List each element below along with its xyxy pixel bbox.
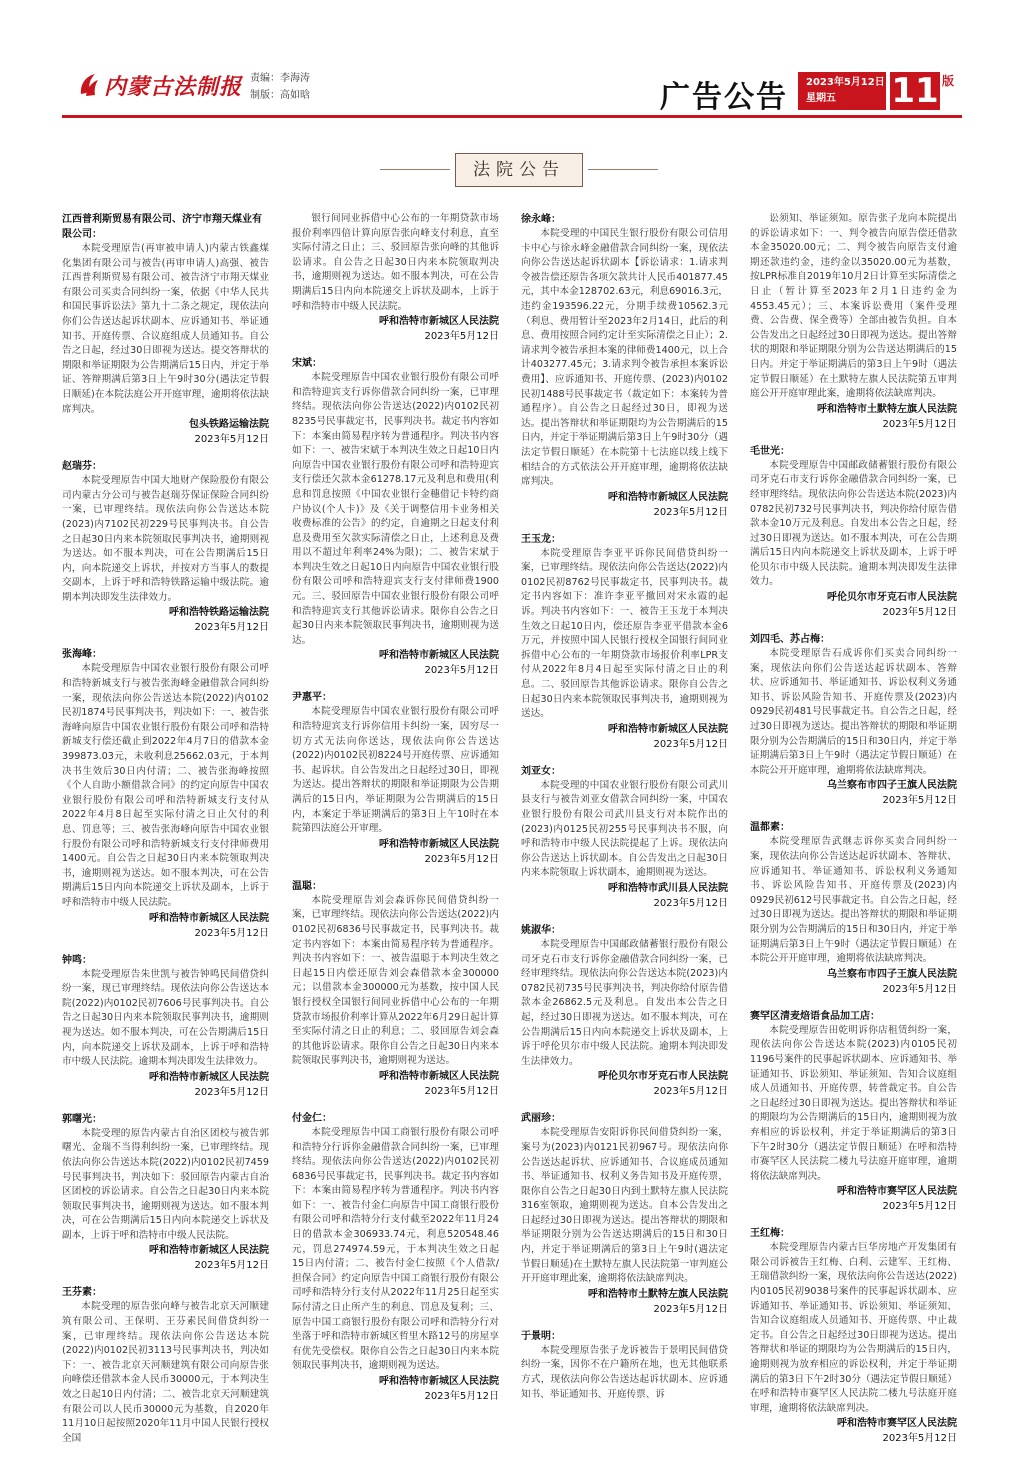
issue-date: 2023年5月12日 (806, 77, 885, 88)
notice-party: 刘四毛、苏占梅： (750, 634, 830, 646)
notice-court: 呼伦贝尔市牙克石市人民法院 (827, 592, 957, 604)
court-notice (62, 1112, 269, 1274)
notice-party: 温都素： (750, 822, 790, 834)
notice-date: 2023年5月12日 (194, 1260, 269, 1272)
court-notice (750, 632, 957, 808)
court-notice-header: 法院公告 (455, 153, 583, 187)
notice-court: 呼和浩特市新城区人民法院 (379, 316, 499, 328)
notice-party: 付金仁： (292, 1112, 332, 1124)
notice-court: 呼和浩特市土默特左旗人民法院 (817, 403, 957, 415)
notice-date: 2023年5月12日 (882, 1201, 957, 1213)
notice-court: 呼和浩特市新城区人民法院 (379, 650, 499, 662)
issue-weekday: 星期五 (806, 93, 836, 104)
notice-date: 2023年5月12日 (424, 1085, 499, 1097)
notice-body: 本院受理原告田乾明诉你店租赁纠纷一案，现依法向你公告送达本院(2023)内0105民初1196号案件的民事起诉状副本、应诉通知书、举证通知书、诉讼须知、举证须知、告知合议庭组成人员通知书、开庭传票，转普裁定书。自公告之日起经过30日即视为送达。提出答辩状和举证的期限均为公告期满后的15日内，逾期则视为放弃相应的诉讼权利，并定于举证期满后的第3日下午2时30分（遇法定节假日顺延）在呼和浩特市赛罕区人民法院二楼九号法庭开庭审理，逾期将依法缺席判决。 (750, 1024, 957, 1182)
page-number: 11 (891, 71, 939, 111)
notice-body: 本院受理原告石成诉你们买卖合同纠纷一案，现依法向你们公告送达起诉状副本、答辩状、应诉通知书、举证通知书、诉讼权利义务通知书、诉讼风险告知书、开庭传票及(2023)内0929民初481号民事裁定书。自公告之日起，经过30日即视为送达。提出答辩状的期限和举证期限分别为公告期满后的15日和30日内，并定于举证期满后第3日上午9时（遇法定节假日顺延）在本院公开开庭审理，逾期将依法缺席判决。 (750, 648, 957, 776)
issue-date-box (798, 72, 886, 110)
notice-date: 2023年5月12日 (194, 622, 269, 634)
notice-column-3 (521, 212, 728, 1474)
notice-party: 江西普利斯贸易有限公司、济宁市翔天煤业有限公司： (62, 214, 262, 240)
newspaper-logo-icon (78, 72, 100, 98)
notice-body: 本院受理原告中国邮政储蓄银行股份有限公司牙克石市支行诉你金融借款合同纠纷一案，已经审理终结。现依法向你公告送达本院(2023)内0782民初732号民事判决书，判决你给付原告借款本金10万元及利息。自发出本公告之日起，经过30日即视为送达。如不服本判决，可在公告期满后15日内向本院递交上诉状及副本，上诉于呼伦贝尔市中级人民法院。逾期本判决即发生法律效力。 (750, 459, 957, 588)
notice-date: 2023年5月12日 (194, 927, 269, 939)
notice-body: 本院受理原告张子龙诉被告于景明民间借贷纠纷一案，因你不在户籍所在地，也无其他联系方式，现依法向你公告送达起诉状副本、应诉通知书、举证通知书、开庭传票、诉 (521, 1344, 728, 1400)
notice-party: 于景明： (521, 1330, 561, 1342)
notice-date: 2023年5月12日 (653, 1303, 728, 1315)
notice-date: 2023年5月12日 (424, 331, 499, 343)
notice-body: 本院受理原告武继志诉你买卖合同纠纷一案，现依法向你公告送达起诉状副本、答辩状、应诉通知书、举证通知书、诉讼权利义务通知书、诉讼风险告知书、开庭传票及(2023)内0929民初612号民事裁定书。自公告之日起，经过30日即视为送达。提出答辩状的期限和举证期限分别为公告期满后的15日和30日内，并定于举证期满后第3日上午9时（遇法定节假日顺延）在本院公开开庭审理，逾期将依法缺席判决。 (750, 836, 957, 965)
notice-court: 包头铁路运输法院 (189, 419, 269, 431)
notice-party: 赵瑞芬： (62, 461, 102, 473)
notice-court: 呼和浩特市新城区人民法院 (608, 491, 728, 503)
court-notice (750, 820, 957, 996)
notice-column-2 (292, 212, 499, 1474)
notice-court: 乌兰察布市四子王旗人民法院 (827, 968, 957, 980)
court-notice (62, 647, 269, 940)
notice-party: 王红梅： (750, 1228, 790, 1240)
header-rule (62, 115, 962, 118)
notice-body: 本院受理原告朱世凯与被告钟鸣民间借贷纠纷一案，现已审理终结。现依法向你公告送达本院(2022)内0102民初7606号民事判决书。自公告之日起30日内来本院领取民事判决书，逾期则视为送达。如不服本判决，可在公告期满后15日内，向本院递交上诉状及副本，上诉于呼和浩特市中级人民法院。逾期本判决即发生法律效力。 (62, 968, 269, 1068)
notice-party: 张海峰： (62, 649, 102, 661)
notice-date: 2023年5月12日 (194, 434, 269, 446)
court-notice (750, 1009, 957, 1215)
court-notice (62, 212, 269, 447)
notice-court: 呼和浩特市新城区人民法院 (149, 1245, 269, 1257)
notice-court: 呼和浩特市土默特左旗人民法院 (588, 1288, 728, 1300)
notice-body: 本院受理原告中国农业银行股份有限公司呼和浩特新城支行与被告张海峰金融借款合同纠纷一案，现依法向你公告送达本院(2022)内0102民初1874号民事判决书，判决如下：一、被告张海峰向原告中国农业银行股份有限公司呼和浩特新城支行偿还截止到2022年4月7日的借款本金399873.03元，未收利息25662.03元，于本判决书生效后30日内付清；二、被告张海峰按照《个人自助小额借款合同》的约定向原告中国农业银行股份有限公司呼和浩特新城支行支付从2022年4月8日起至实际付清之日止欠付的利息、罚息等；三、被告张海峰向原告中国农业银行股份有限公司呼和浩特新城支行支付律师费用1400元。自公告之日起30日内来本院领取判决书，逾期则视为送达。如不服本判决，可在公告期满后15日内向本院递交上诉状及副本，上诉于呼和浩特市中级人民法院。 (62, 663, 269, 908)
notice-party: 钟鸣： (62, 954, 92, 966)
notice-column-4 (750, 212, 957, 1474)
notice-body: 本院受理原告中国工商银行股份有限公司呼和浩特分行诉你金融借款合同纠纷一案，已审理终结。现依法向你公告送达(2022)内0102民初6836号民事裁定书，民事判决书。裁定书内容如下：本案由简易程序转为普通程序。判决书内容如下：一、被告付金仁向原告中国工商银行股份有限公司呼和浩特分行支付截至2022年11月24日的借款本金306933.74元，利息520548.46元，罚息274974.59元，于本判决生效之日起15日内付清；二、被告付金仁按照《个人借款/担保合同》约定向原告中国工商银行股份有限公司呼和浩特分行支付从2022年11月25日起至实际付清之日止所产生的利息、罚息及复利；三、原告中国工商银行股份有限公司呼和浩特分行对坐落于呼和浩特市新城区哲里木路12号的房屋享有优先受偿权。限你自公告之日起30日内来本院领取民事判决书，逾期则视为送达。 (292, 1126, 499, 1372)
notice-body: 本院受理原告中国农业银行股份有限公司呼和浩特迎宾支行诉你信用卡纠纷一案，因穷尽一切方式无法向你送达，现依法向你公告送达(2022)内0102民初8224号开庭传票、应诉通知书、起诉状。自公告发出之日起经过30日，即视为送达。提出答辩状的期限和举证期限为公告期满后的15日内，举证期限为公告期满后的15日内，本案定于举证期满后的第3日上午10时在本院第四法庭公开审理。 (292, 706, 499, 835)
editor-line: 责编：李海涛 (250, 73, 310, 84)
court-notice (292, 1111, 499, 1404)
notice-party: 郭曙光： (62, 1113, 102, 1125)
notice-body: 本院受理原告中国大地财产保险股份有限公司内蒙古分公司与被告赵瑞芬保证保险合同纠纷一案，已审理终结。现依法向你公告送达本院(2023)内7102民初229号民事判决书。自公告之日起30日内来本院领取民事判决书，逾期则视为送达。如不服本判决，可在公告期满后15日内，向本院递交上诉状，并按对方当事人的数提交副本，上诉于呼和浩特铁路运输中级法院。逾期本判决即发生法律效力。 (62, 475, 269, 603)
notice-party: 刘亚女： (521, 765, 561, 777)
notice-body: 讼须知、举证须知。原告张子龙向本院提出的诉讼请求如下：一、判令被告向原告偿还借款本金35020.00元；二、判令被告向原告支付逾期还款违约金，违约金以35020.00元为基数，按LPR标准自2019年10月2日计算至实际清偿之日止（暂计算至2023年2月1日违约金为4553.45元）；三、本案诉讼费用（案件受理费、公告费、保全费等）全部由被告负担。自本公告发出之日起经过30日即视为送达。提出答辩状的期限和举证期限分别为公告送达期满后的15日内。并定于举证期满后的第3日上午9时（遇法定节假日顺延）在土默特左旗人民法院第五审判庭公开开庭审理此案，逾期将依法缺席判决。 (750, 213, 957, 400)
notice-date: 2023年5月12日 (653, 738, 728, 750)
notice-court: 乌兰察布市四子王旗人民法院 (827, 780, 957, 792)
newspaper-logo: 内蒙古法制报 (104, 74, 243, 100)
editor-credits (250, 70, 310, 104)
notice-party: 姚淑华： (521, 924, 561, 936)
notice-body: 银行间同业拆借中心公布的一年期贷款市场报价利率四倍计算向原告张向峰支付利息，直至实际付清之日止；三、驳回原告张向峰的其他诉讼请求。自公告之日起30日内来本院领取判决书，逾期则视为送达。如不服本判决，可在公告期满后15日内向本院递交上诉状及副本，上诉于呼和浩特市中级人民法院。 (292, 213, 499, 312)
court-notice (521, 764, 728, 911)
court-notice (62, 459, 269, 635)
court-notice (521, 212, 728, 520)
notice-date: 2023年5月12日 (424, 665, 499, 677)
notice-body: 本院受理的原告张向峰与被告北京天河顺建筑有限公司、王保明、王芬素民间借贷纠纷一案，已审理终结。现依法向你公告送达本院(2022)内0102民初3113号民事判决书，判决如下：一、被告北京天河顺建筑有限公司向原告张向峰偿还借款本金人民币30000元，于本判决生效之日起10日内付清；二、被告北京天河顺建筑有限公司以人民币30000元为基数，自2020年11月10日起按照2020年11月中国人民银行授权全国 (62, 1301, 269, 1444)
court-notice (292, 356, 499, 678)
court-notice (62, 953, 269, 1100)
designer-line: 制版：高如晗 (250, 90, 310, 101)
notice-body: 本院受理原告中国农业银行股份有限公司呼和浩特迎宾支行诉你借款合同纠纷一案，已审理终结。现依法向你公告送达(2022)内0102民初8235号民事裁定书，民事判决书。裁定书内容如下：本案由简易程序转为普通程序。判决书内容如下：一、被告宋斌于本判决生效之日起10日内向原告中国农业银行股份有限公司呼和浩特迎宾支行偿还欠款本金61278.17元及利息和费用(利息和罚息按照《中国农业银行金穗借记卡特约商户协议(个人卡)》及《关于调整信用卡业务相关收费标准的公告》的约定，自逾期之日起支付利息及费用至欠款实际清偿之日止，上述利息及费用以不超过年利率24%为限)；二、被告宋斌于本判决生效之日起10日内向原告中国农业银行股份有限公司呼和浩特迎宾支行支付律师费1900元。三、驳回原告中国农业银行股份有限公司呼和浩特迎宾支行其他诉讼请求。限你自公告之日起30日内来本院领取民事判决书，逾期则视为送达。 (292, 372, 499, 646)
notice-party: 徐永峰： (521, 214, 561, 225)
section-title: 广告公告 (660, 80, 788, 115)
notice-court: 呼和浩特市新城区人民法院 (379, 1070, 499, 1082)
notice-date: 2023年5月12日 (882, 983, 957, 995)
court-notice (292, 690, 499, 866)
notice-party: 王芬素： (62, 1287, 102, 1299)
notice-body: 本院受理的中国农业银行股份有限公司武川县支行与被告刘亚女借款合同纠纷一案，中国农业银行股份有限公司武川县支行对本院作出的(2023)内0125民初255号民事判决书不服，向呼和浩特市中级人民法院提起了上诉。现依法向你公告送达上诉状副本。自公告发出之日起30日内来本院领取上诉状副本，逾期则视为送达。 (521, 779, 728, 879)
masthead (0, 0, 1024, 130)
court-notice (521, 532, 728, 752)
notice-body: 本院受理原告安阳诉你民间借贷纠纷一案，案号为(2023)内0121民初967号。现依法向你公告送达起诉状、应诉通知书、合议庭成员通知书、举证通知书、权利义务告知书及开庭传票，限你自公告之日起30日内到土默特左旗人民法院316室领取，逾期则视为送达。自本公告发出之日起经过30日即视为送达。提出答辩状的期限和举证期限分别为公告送达期满后的15日和30日内，并定于举证期满后的第3日上午9时(遇法定节假日顺延)在土默特左旗人民法院第一审判庭公开开庭审理此案，逾期将依法缺席判决。 (521, 1127, 728, 1285)
court-notice (521, 923, 728, 1099)
notice-court: 呼和浩特市新城区人民法院 (149, 1071, 269, 1083)
notice-body: 本院受理的中国民生银行股份有限公司信用卡中心与徐永峰金融借款合同纠纷一案，现依法向你公告送达起诉状副本【诉讼请求：1.请求判令被告偿还原告各项欠款共计人民币401877.45元，其中本金128702.63元，利息69016.3元，违约金193596.22元，分期手续费10562.3元（利息、费用暂计至2023年2月14日，此后的利息、费用按照合同约定计至实际清偿之日止）；2.请求判令被告承担本案的律师费1400元，以上合计403277.45元；3.请求判令被告承担本案诉讼费用】、应诉通知书、开庭传票、(2023)内0102民初1488号民事裁定书（裁定如下：本案转为普通程序）。自公告之日起经过30日，即视为送达。提出答辩状和举证期限均为公告期满后的15日内，并定于举证期满后第3日上午9时30分（遇法定节假日顺延）在本院第十七法庭以线上线下相结合的方式依法公开开庭审理，逾期将依法缺席判决。 (521, 228, 728, 488)
notice-court: 呼和浩特市武川县人民法院 (608, 882, 728, 894)
court-notice (62, 1285, 269, 1446)
notice-court: 呼和浩特市新城区人民法院 (608, 723, 728, 735)
notice-party: 赛罕区清麦焙语食品加工店： (750, 1010, 880, 1022)
notice-court: 呼和浩特市新城区人民法院 (379, 838, 499, 850)
notice-date: 2023年5月12日 (882, 795, 957, 807)
notice-court: 呼和浩特铁路运输法院 (169, 607, 269, 619)
notice-date: 2023年5月12日 (653, 1086, 728, 1098)
court-notice (292, 212, 499, 344)
notice-body: 本院受理的原告内蒙古自治区团校与被告郭曙光、金瑞不当得利纠纷一案，已审理终结。现依法向你公告送达本院(2022)内0102民初7459号民事判决书，判决如下：驳回原告内蒙古自治区团校的诉讼请求。自公告之日起30日内来本院领取民事判决书，逾期则视为送达。如不服本判决，可在公告期满后15日内向本院递交上诉状及副本，上诉于呼和浩特市中级人民法院。 (62, 1127, 269, 1241)
notice-party: 武丽珍： (521, 1113, 561, 1125)
notice-body: 本院受理原告(再审被申请人)内蒙古铁鑫煤化集团有限公司与被告(再审申请人)高强、被告江西普利斯贸易有限公司、被告济宁市翔天煤业有限公司买卖合同纠纷一案，依据《中华人民共和国民事诉讼法》第九十二条之规定，现依法向你们公告送达起诉状副本、应诉通知书、举证通知书、开庭传票、合议庭组成人员通知书。自公告之日起，经过30日即视为送达。提交答辩状的期限和举证期限为公告期满后15日内，并定于举证、答辩期满后第3日上午9时30分(遇法定节假日顺延)在本院法庭公开开庭审理，逾期将依法缺席判决。 (62, 243, 269, 415)
notice-court: 呼和浩特市新城区人民法院 (149, 912, 269, 924)
notice-date: 2023年5月12日 (194, 1086, 269, 1098)
notice-date: 2023年5月12日 (424, 1391, 499, 1402)
notice-body: 本院受理原告李亚平诉你民间借贷纠纷一案，已审理终结。现依法向你公告送达(2022)内0102民初8762号民事裁定书，民事判决书。裁定书内容如下：准许李亚平撤回对宋永霞的起诉。判决书内容如下：一、被告王玉龙于本判决生效之日起10日内，偿还原告李亚平借款本金6万元，并按照中国人民银行授权全国银行间同业拆借中心公布的一年期贷款市场报价利率LPR支付从2022年8月4日起至实际付清之日止的利息。二、驳回原告其他诉讼请求。限你自公告之日起30日内来本院领取民事判决书，逾期则视为送达。 (521, 547, 728, 720)
court-notice (750, 212, 957, 432)
notice-party: 宋斌： (292, 358, 322, 370)
notice-date: 2023年5月12日 (424, 853, 499, 865)
notice-court: 呼伦贝尔市牙克石市人民法院 (598, 1071, 728, 1083)
notice-court: 呼和浩特市新城区人民法院 (379, 1376, 499, 1387)
notice-party: 温聪： (292, 880, 322, 892)
notice-date: 2023年5月12日 (882, 1433, 957, 1445)
notice-date: 2023年5月12日 (653, 506, 728, 518)
court-notice (521, 1329, 728, 1402)
notice-date: 2023年5月12日 (882, 607, 957, 619)
court-notice (521, 1111, 728, 1317)
court-notice (750, 444, 957, 620)
notice-body: 本院受理原告内蒙古巨华房地产开发集团有限公司诉被告王红梅、白利、云建军、王红梅、王瑞借款纠纷一案，现依法向你公告送达(2022)内0105民初9038号案件的民事起诉状副本、应诉通知书、举证通知书、诉讼须知、举证须知、告知合议庭组成人员通知书、开庭传票、中止裁定书。自公告之日起经过30日即视为送达。提出答辩状和举证的期限均为公告期满后的15日内，逾期则视为放弃相应的诉讼权利，并定于举证期满后的第3日下午2时30分（遇法定节假日顺延）在呼和浩特市赛罕区人民法院二楼九号法庭开庭审理，逾期将依法缺席判决。 (750, 1242, 957, 1414)
notice-column-1 (62, 212, 269, 1474)
notice-court: 呼和浩特市赛罕区人民法院 (837, 1186, 957, 1198)
notice-body: 本院受理原告刘会森诉你民间借贷纠纷一案，已审理终结。现依法向你公告送达(2022)内0102民初6836号民事裁定书，民事判决书。裁定书内容如下：本案由简易程序转为普通程序。判决书内容如下：一、被告温聪于本判决生效之日起15日内偿还原告刘会森借款本金300000元；以借款本金300000元为基数，按中国人民银行授权全国银行间同业拆借中心公布的一年期贷款市场报价利率计算从2022年6月29日起计算至实际付清之日止的利息；二、驳回原告刘会森的其他诉讼请求。限你自公告之日起30日内来本院领取民事判决书，逾期则视为送达。 (292, 894, 499, 1067)
notice-court: 呼和浩特市赛罕区人民法院 (837, 1418, 957, 1430)
court-notice (750, 1226, 957, 1446)
notice-party: 毛世光： (750, 445, 790, 457)
page-suffix: 版 (942, 74, 955, 88)
notice-date: 2023年5月12日 (882, 418, 957, 430)
notice-body: 本院受理原告中国邮政储蓄银行股份有限公司牙克石市支行诉你金融借款合同纠纷一案，已经审理终结。现依法向你公告送达本院(2023)内0782民初735号民事判决书，判决你给付原告借款本金26862.5元及利息。自发出本公告之日起，经过30日即视为送达。如不服本判决，可在公告期满后15日内向本院递交上诉状及副本，上诉于呼伦贝尔市中级人民法院。逾期本判决即发生法律效力。 (521, 938, 728, 1067)
notice-party: 尹惠平： (292, 692, 332, 704)
notice-party: 王玉龙： (521, 533, 561, 545)
notice-date: 2023年5月12日 (653, 897, 728, 909)
court-notice (292, 879, 499, 1099)
